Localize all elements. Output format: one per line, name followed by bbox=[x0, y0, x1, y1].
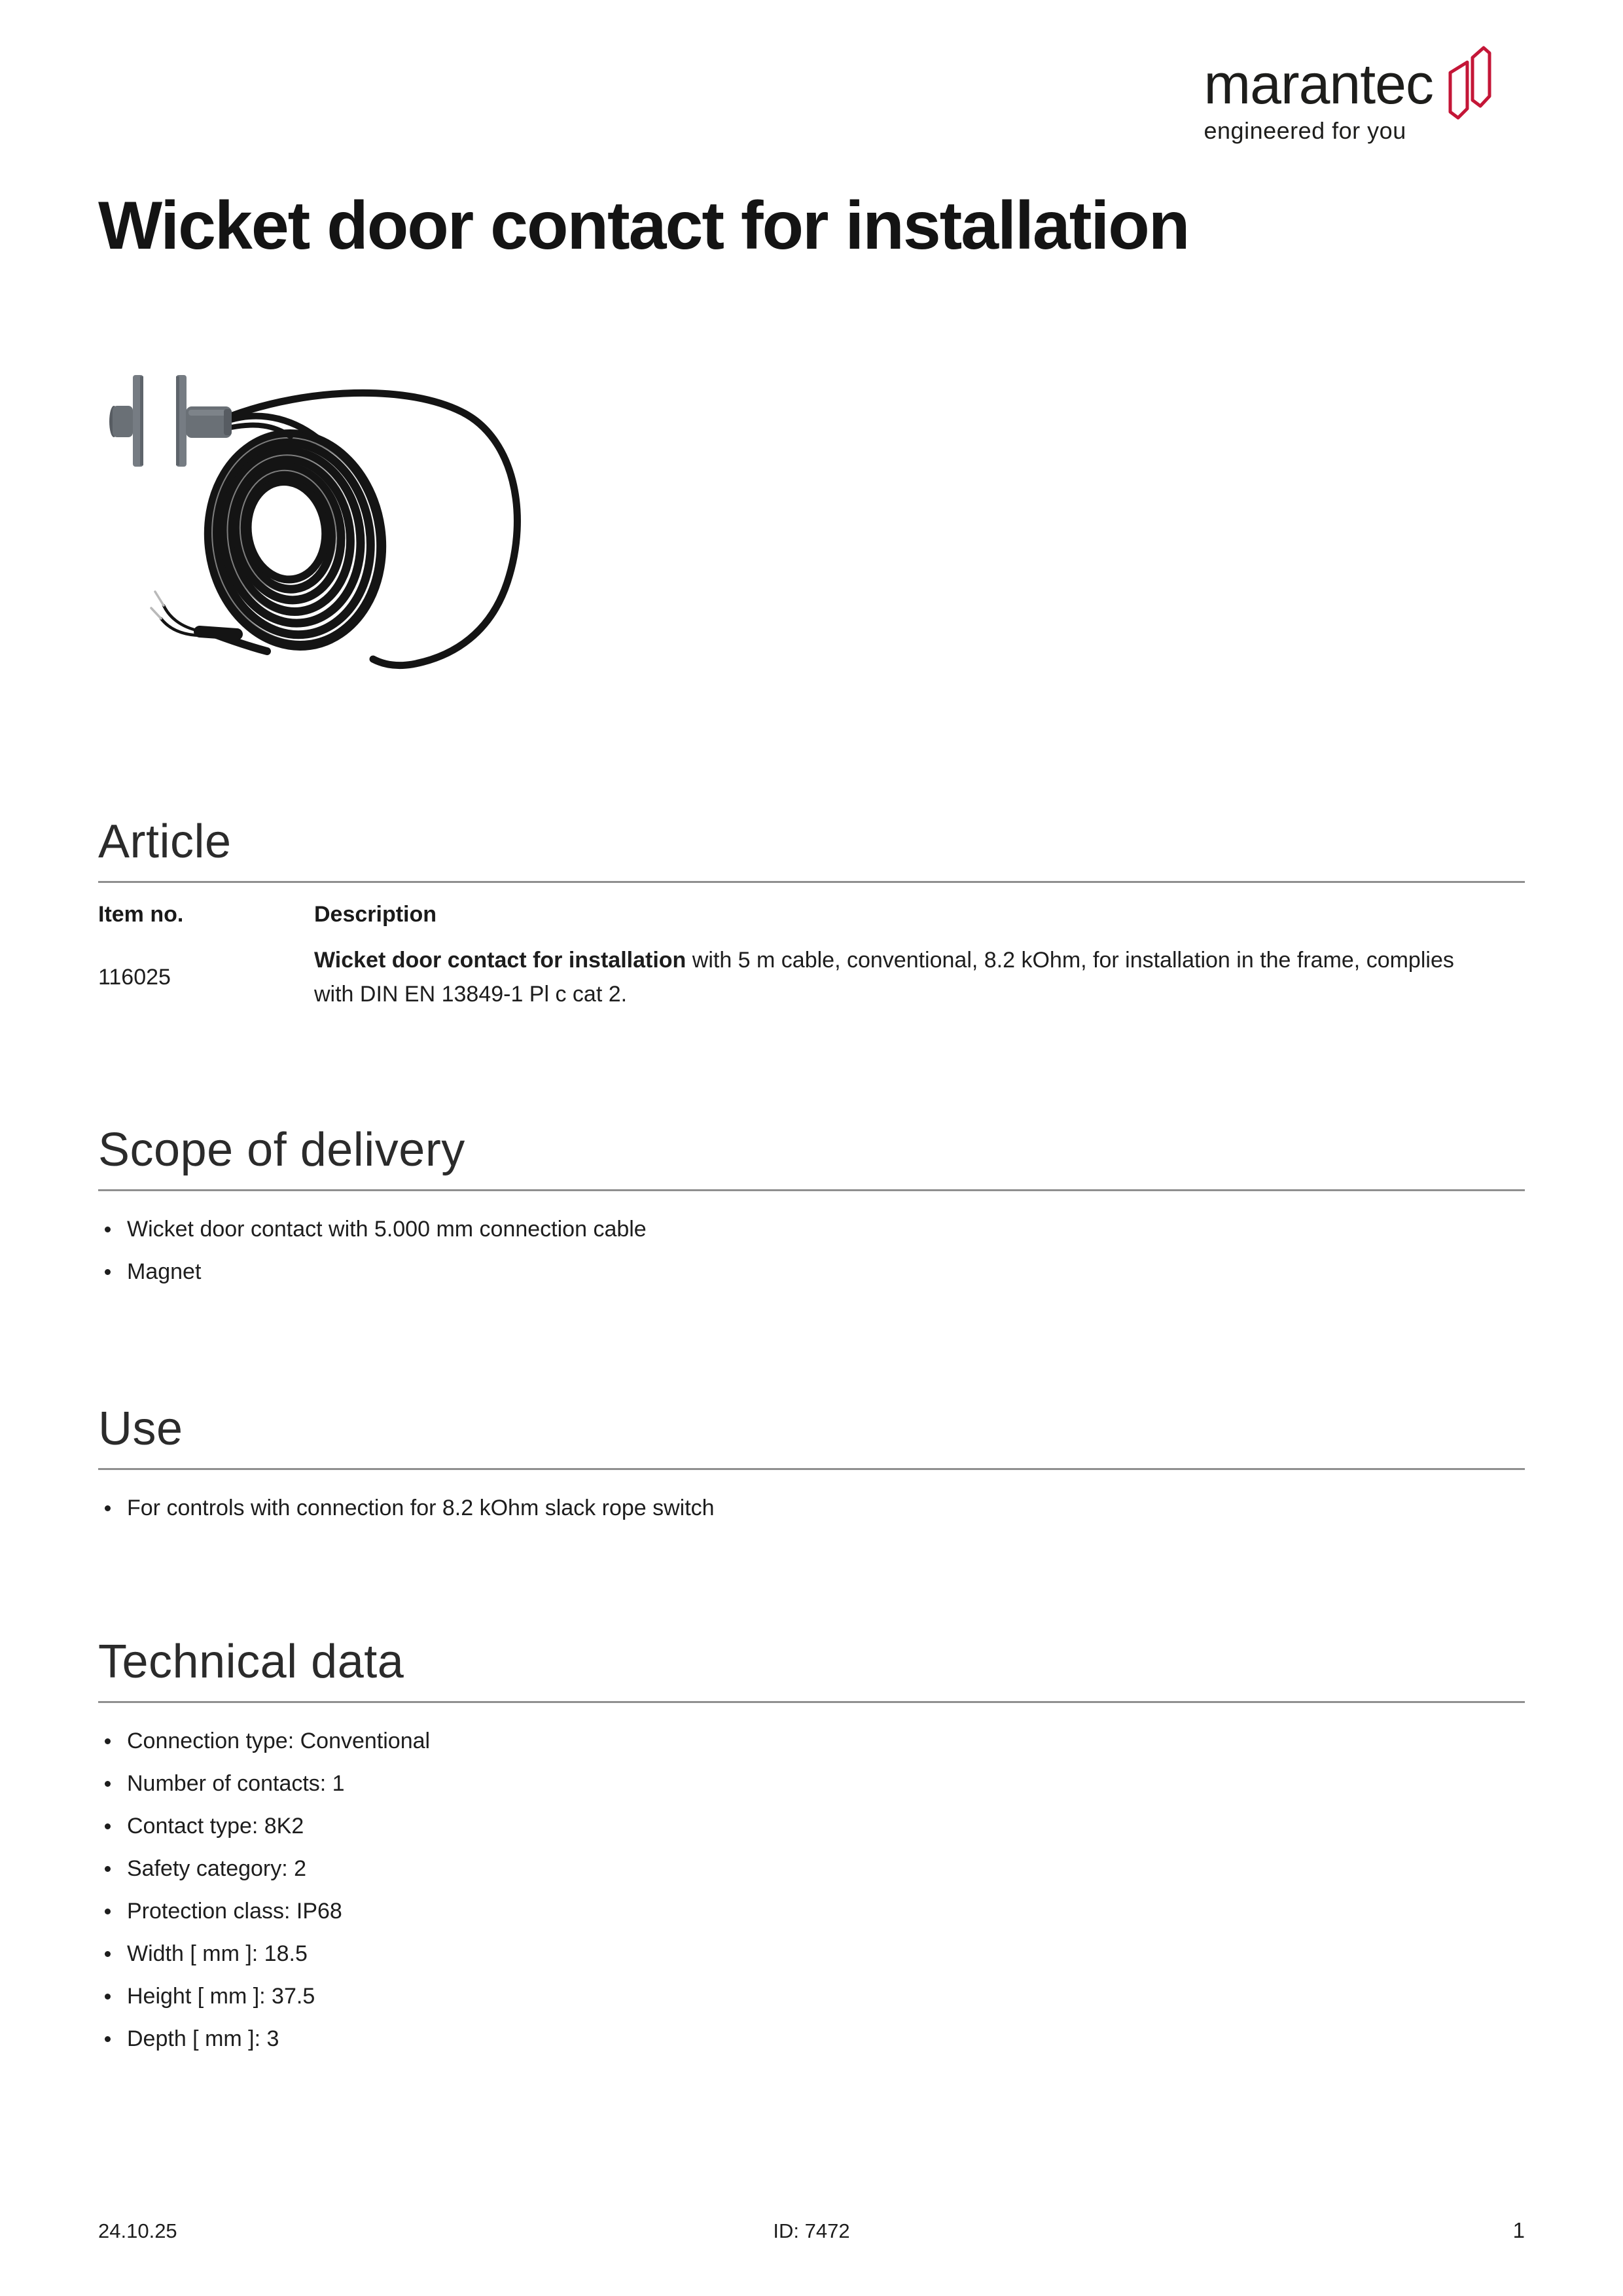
list-item: Number of contacts: 1 bbox=[98, 1763, 1525, 1805]
brand-wordmark: marantec bbox=[1204, 53, 1433, 116]
list-item: Protection class: IP68 bbox=[98, 1890, 1525, 1933]
list-item: Width [ mm ]: 18.5 bbox=[98, 1933, 1525, 1975]
section-technical-data bbox=[98, 1635, 1525, 2060]
wicket-door-contact-illustration bbox=[98, 357, 530, 730]
item-description-name: Wicket door contact for installation bbox=[314, 948, 687, 973]
column-header-description: Description bbox=[314, 902, 437, 927]
use-list bbox=[98, 1487, 1525, 1530]
item-description-details: with 5 m cable, conventional, 8.2 kOhm, for installation in the frame, complies with DIN EN 13849-1 Pl c cat 2. bbox=[314, 948, 1454, 1007]
brand-tagline: engineered for you bbox=[1204, 117, 1406, 144]
brand-mark-icon bbox=[1448, 46, 1492, 120]
section-heading-article: Article bbox=[98, 816, 232, 868]
footer-page-number: 1 bbox=[1512, 2218, 1525, 2242]
technical-list bbox=[98, 1720, 1525, 2060]
list-item: Contact type: 8K2 bbox=[98, 1805, 1525, 1848]
section-heading-technical: Technical data bbox=[98, 1636, 404, 1688]
list-item: Safety category: 2 bbox=[98, 1848, 1525, 1890]
section-divider bbox=[98, 1189, 1525, 1191]
section-heading-scope: Scope of delivery bbox=[98, 1124, 465, 1176]
brand-logo bbox=[1204, 46, 1493, 144]
list-item: Height [ mm ]: 37.5 bbox=[98, 1975, 1525, 2018]
page-title: Wicket door contact for installation bbox=[98, 188, 1189, 264]
section-divider bbox=[98, 1701, 1525, 1703]
page-footer bbox=[98, 2219, 1525, 2243]
section-divider bbox=[98, 881, 1525, 883]
list-item: Magnet bbox=[98, 1251, 1525, 1293]
scope-list bbox=[98, 1208, 1525, 1293]
article-table bbox=[98, 900, 1525, 1011]
section-heading-use: Use bbox=[98, 1403, 183, 1455]
footer-date: 24.10.25 bbox=[98, 2219, 177, 2242]
product-image bbox=[98, 357, 530, 730]
list-item: Connection type: Conventional bbox=[98, 1720, 1525, 1763]
item-description bbox=[314, 943, 1466, 1011]
list-item: For controls with connection for 8.2 kOhm slack rope switch bbox=[98, 1487, 1525, 1530]
section-use bbox=[98, 1402, 1525, 1530]
list-item: Wicket door contact with 5.000 mm connection cable bbox=[98, 1208, 1525, 1251]
brand-text-block bbox=[1204, 53, 1434, 144]
section-scope-of-delivery bbox=[98, 1123, 1525, 1293]
list-item: Depth [ mm ]: 3 bbox=[98, 2018, 1525, 2060]
footer-doc-id: ID: 7472 bbox=[773, 2219, 850, 2242]
column-header-item-no: Item no. bbox=[98, 902, 184, 927]
section-article bbox=[98, 815, 1525, 1011]
section-divider bbox=[98, 1468, 1525, 1470]
item-number: 116025 bbox=[98, 965, 171, 990]
